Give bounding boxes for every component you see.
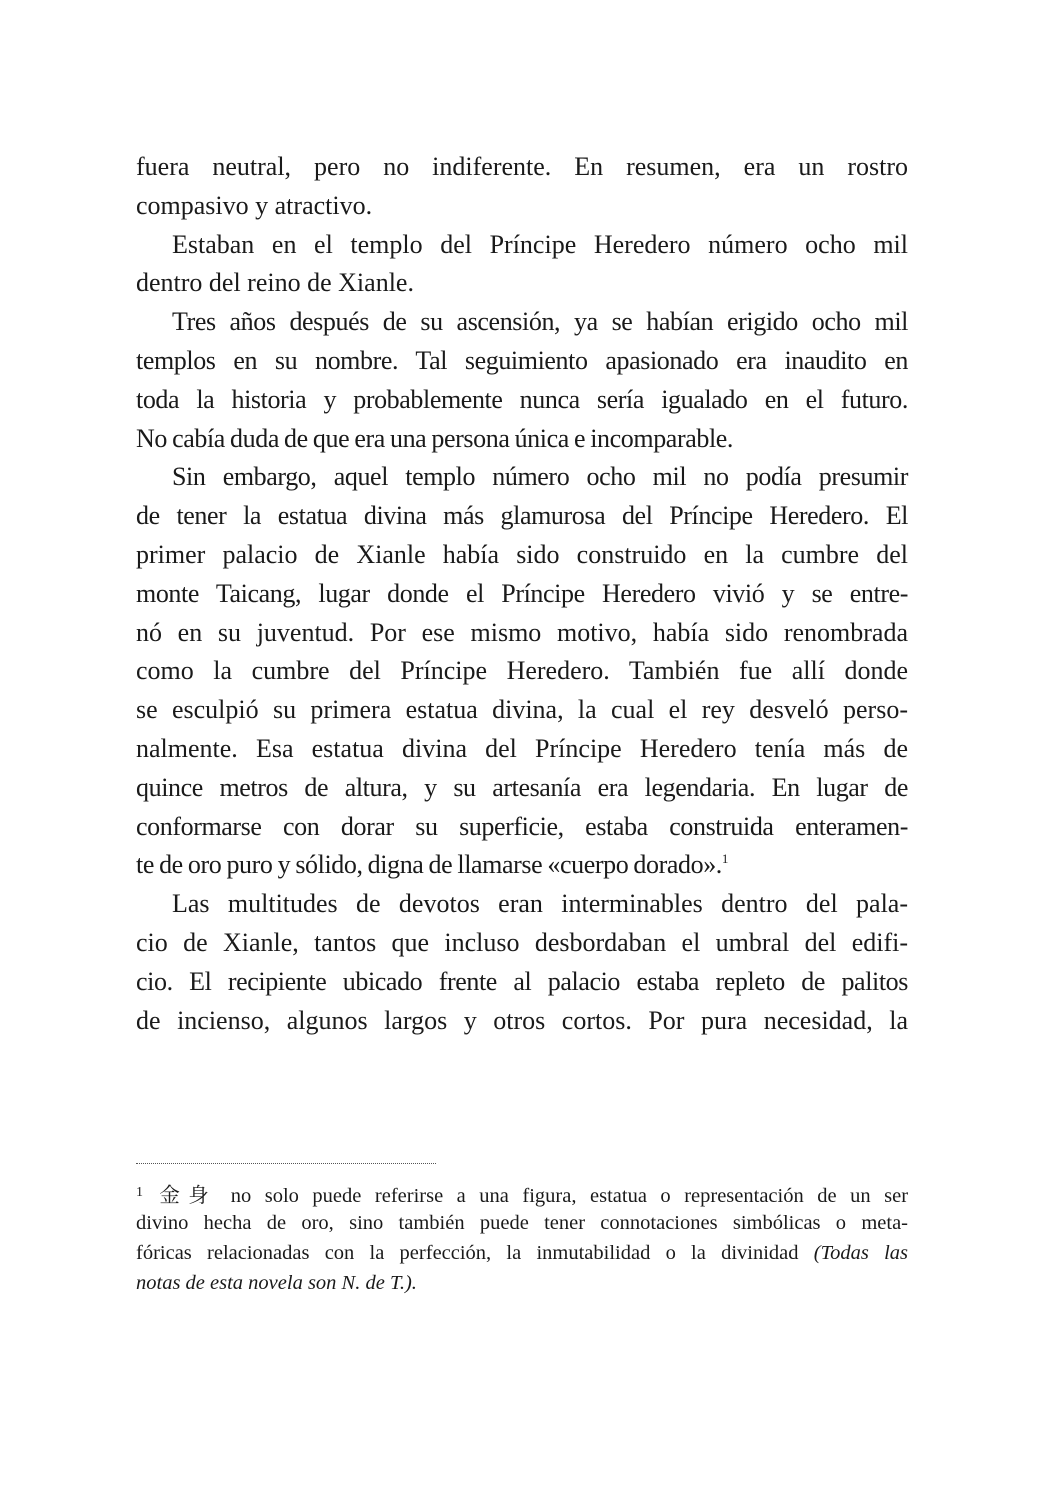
footnote-italic-note: (Todas las — [813, 1242, 909, 1264]
text-line: No cabía duda de que era una persona única e incomparable. — [136, 423, 734, 453]
text-line-content: te de oro puro y sólido, digna de llamarse «cuerpo dorado». — [136, 850, 722, 880]
page-body — [136, 148, 908, 1040]
footnote-number: 1 — [136, 1185, 143, 1200]
text-line: cio de Xianle, tantos que incluso desbordaban el umbral del edifi- — [136, 927, 908, 957]
text-line: quince metros de altura, y su artesanía era legendaria. En lugar de — [136, 772, 908, 802]
text-line: de incienso, algunos largos y otros cortos. Por pura necesidad, la — [136, 1005, 908, 1035]
text-line: fuera neutral, pero no indiferente. En resumen, era un rostro — [136, 152, 908, 181]
paragraph-start-line: Estaban en el templo del Príncipe Heredero número ocho mil — [172, 229, 908, 259]
text-line: templos en su nombre. Tal seguimiento apasionado era inaudito en — [136, 345, 908, 375]
footnote-line — [136, 1238, 908, 1268]
text-line: de tener la estatua divina más glamurosa del Príncipe Heredero. El — [136, 501, 908, 531]
text-line: primer palacio de Xianle había sido construido en la cumbre del — [136, 539, 908, 569]
footnote-text: fóricas relacionadas con la perfección, la inmutabilidad o la divinidad — [136, 1242, 799, 1264]
footnote-block — [136, 1178, 908, 1298]
text-line: monte Taicang, lugar donde el Príncipe Heredero vivió y se entre- — [136, 578, 908, 608]
paragraph-start-line: Tres años después de su ascensión, ya se habían erigido ocho mil — [172, 307, 908, 337]
footnote-chinese-term: 金身 — [151, 1185, 218, 1207]
text-line: conformarse con dorar su superficie, estaba construida enteramen- — [136, 811, 908, 841]
text-line: como la cumbre del Príncipe Heredero. También fue allí donde — [136, 656, 908, 686]
text-line: nó en su juventud. Por ese mismo motivo, había sido renombrada — [136, 617, 908, 647]
footnote-separator — [136, 1163, 436, 1164]
footnote-reference[interactable]: 1 — [721, 851, 729, 867]
footnote-line: divino hecha de oro, sino también puede tener connotaciones simbólicas o meta- — [136, 1212, 908, 1234]
footnote-text: no solo puede referirse a una figura, estatua o representación de un ser — [230, 1185, 909, 1207]
text-line: compasivo y atractivo. — [136, 190, 373, 220]
footnote-line: notas de esta novela son N. de T.). — [136, 1272, 417, 1294]
text-line: toda la historia y probablemente nunca sería igualado en el futuro. — [136, 384, 908, 414]
paragraph-start-line: Sin embargo, aquel templo número ocho mil no podía presumir — [172, 462, 908, 492]
text-line: dentro del reino de Xianle. — [136, 268, 414, 298]
text-line: se esculpió su primera estatua divina, la cual el rey desveló perso- — [136, 695, 908, 725]
paragraph-start-line: Las multitudes de devotos eran interminables dentro del pala- — [172, 889, 908, 919]
footnote-line — [136, 1178, 908, 1208]
text-line: cio. El recipiente ubicado frente al palacio estaba repleto de palitos — [136, 966, 908, 996]
text-line: nalmente. Esa estatua divina del Príncipe Heredero tenía más de — [136, 733, 908, 763]
text-line — [136, 846, 908, 885]
